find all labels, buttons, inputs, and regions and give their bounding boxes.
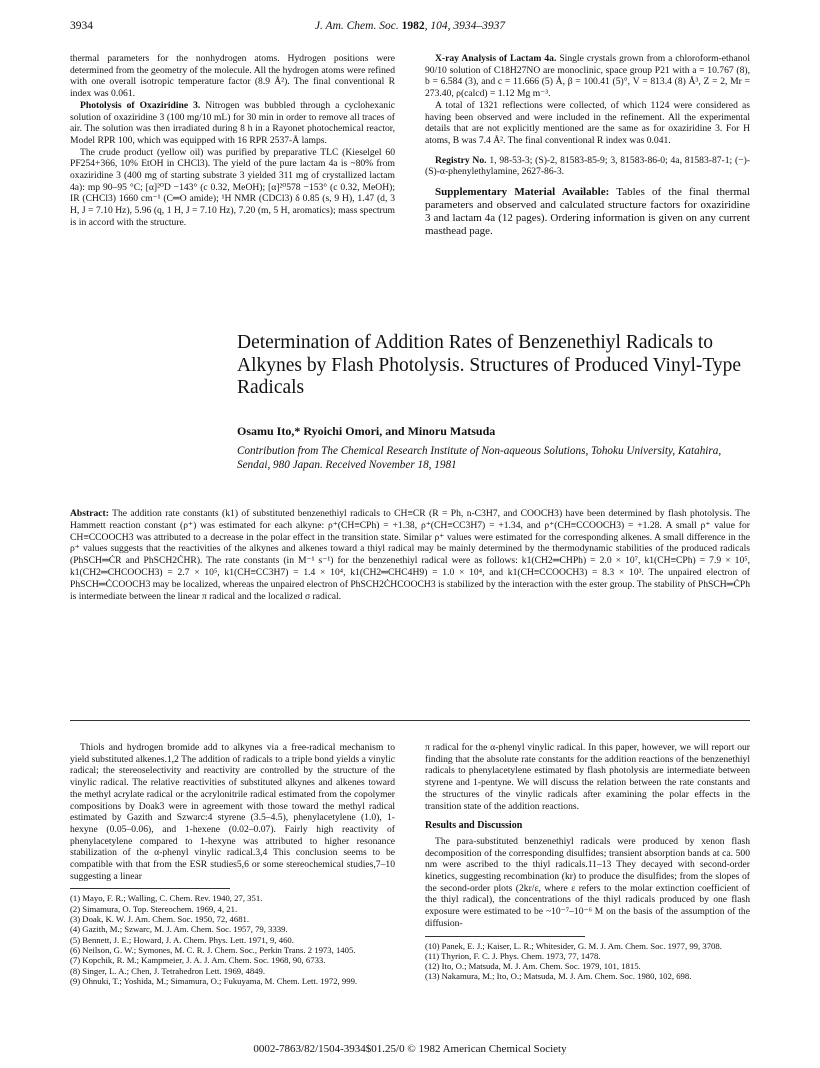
- top-right-column: [425, 53, 750, 238]
- page-footer: 0002-7863/82/1504-3934$01.25/0 © 1982 American Chemical Society: [253, 1043, 567, 1055]
- running-header: [70, 20, 750, 36]
- reference: (13) Nakamura, M.; Ito, O.; Matsuda, M. J. Am. Chem. Soc. 1980, 102, 698.: [425, 971, 692, 982]
- article-title: Determination of Addition Rates of Benzenethiyl Radicals to Alkynes by Flash Photolysis. Structures of Produced Vinyl-Type Radicals: [237, 332, 742, 398]
- body-right-column: [425, 742, 750, 982]
- journal-volume: , 104, 3934–3937: [424, 20, 506, 32]
- paragraph: Photolysis of Oxaziridine 3. Nitrogen was bubbled through a cyclohexanic solution of oxaziridine 3 (100 mg/10 mL) for 30 min in order to remove all traces of air. The solution was then irradiated during 8 h in a Rayonet photochemical reactor, Model RPR 100, which was equipped with 16 RPR 2537-Å lamps.: [70, 99, 395, 146]
- paragraph: Registry No. 1, 98-53-3; (S)-2, 81583-85-9; 3, 81583-86-0; 4a, 81583-87-1; (−)-(S)-α-phenylethylamine, 2627-86-3.: [425, 154, 751, 178]
- reference: (6) Neilson, G. W.; Symones, M. C. R. J. Chem. Soc., Perkin Trans. 2 1973, 1405.: [70, 944, 356, 955]
- article-affiliation: Contribution from The Chemical Research Institute of Non-aqueous Solutions, Tohoku University, Katahira, Sendai, 980 Japan. Received November 18, 1981: [237, 445, 722, 471]
- section-heading: Results and Discussion: [425, 820, 523, 832]
- run-in-heading: Registry No.: [435, 154, 487, 166]
- reference: (12) Ito, O.; Matsuda, M. J. Am. Chem. Soc. 1979, 101, 1815.: [425, 961, 641, 972]
- journal-name: J. Am. Chem. Soc.: [314, 20, 399, 32]
- top-left-column: [70, 53, 395, 229]
- abstract-divider: [70, 720, 750, 721]
- reference: (3) Doak, K. W. J. Am. Chem. Soc. 1950, 72, 4681.: [70, 914, 250, 925]
- reference: (4) Gazith, M.; Szwarc, M. J. Am. Chem. Soc. 1957, 79, 3339.: [70, 924, 288, 935]
- reference-list: [425, 941, 750, 982]
- run-in-heading: Supplementary Material Available:: [435, 186, 610, 199]
- reference: (5) Bennett, J. E.; Howard, J. A. Chem. Phys. Lett. 1971, 9, 460.: [70, 934, 294, 945]
- journal-citation: [70, 20, 750, 32]
- run-in-heading: Photolysis of Oxaziridine 3.: [80, 99, 201, 111]
- footnote-divider: [70, 888, 230, 889]
- reference: (9) Ohnuki, T.; Yoshida, M.; Simamura, O.; Fukuyama, M. Chem. Lett. 1972, 999.: [70, 975, 358, 986]
- body-left-column: [70, 742, 395, 986]
- reference: (11) Thyrion, F. C. J. Phys. Chem. 1973, 77, 1478.: [425, 950, 601, 961]
- paragraph: Supplementary Material Available: Tables of the final thermal parameters and observed and calculated structure factors for oxaziridine 3 and lactam 4a (12 pages). Ordering information is given on any current masthead page.: [425, 186, 750, 238]
- paragraph: A total of 1321 reflections were collected, of which 1124 were considered as having been observed and were included in the refinement. All the experimental details that are not explicitly mentioned are the same as for oxaziridine 3. For H atoms, B was 7.4 Å². The final conventional R index was 0.041.: [425, 99, 750, 146]
- footnote-divider: [425, 936, 585, 937]
- paragraph: Thiols and hydrogen bromide add to alkynes via a free-radical mechanism to yield substituted alkenes.1,2 The addition of radicals to a triple bond yields a vinylic radical; the stereoselectivity and reactivity are controlled by the structure of the vinylic radical. The relative reactivities of substituted alkynes and alkenes toward the methyl acrylate radical or the acrylonitrile radical estimated from the copolymer compositions by Doak3 were in agreement with those toward the methyl radical estimated by Gazith and Szwarc:4 styrene (3.5–4.5), phenylacetylene (1.0), 1-hexyne (0.05–0.06), and 1-hexene (0.02–0.07). Fairly high reactivity of phenylacetylene compared to 1-hexyne was attributed to higher resonance stabilization of the α-phenyl vinylic radical.3,4 This conclusion seems to be compatible with that from the ESR studies5,6 or some stereochemical studies,7–10 suggesting a linear: [70, 742, 395, 882]
- article-authors: Osamu Ito,* Ryoichi Omori, and Minoru Matsuda: [237, 424, 496, 438]
- abstract: Abstract: The addition rate constants (k1) of substituted benzenethiyl radicals to CH≡CR (R = Ph, n-C3H7, and COOCH3) have been determined by flash photolysis. The Hammett reaction constant (ρ⁺) was estimated for each alkyne: ρ⁺(CH≡CPh) = +1.38, ρ⁺(CH≡CC3H7) = +1.34, and ρ⁺(CH≡CCOOCH3) = +1.28. A small ρ⁺ value for CH≡CCOOCH3 was attributed to a decrease in the polar effect in the transition state. Similar ρ⁺ values were estimated for the corresponding alkenes. A small difference in the ρ⁺ values suggests that the reactivities of the alkynes and alkenes toward a thiyl radical may be mainly determined by the thermodynamic stabilities of the produced radicals (PhSCH═ĊR and PhSCH2ĊHR). The rate constants (in M⁻¹ s⁻¹) for the benzenethiyl radical were as follows: k1(CH2═CHPh) = 2.0 × 10⁷, k1(CH≡CPh) = 7.9 × 10⁵, k1(CH2═CHCOOCH3) = 2.7 × 10⁵, k1(CH≡CC3H7) = 1.4 × 10⁴, k1(CH2═CHC4H9) = 1.0 × 10⁴, and k1(CH≡CCOOCH3) = 8.3 × 10³. The unpaired electron of PhSCH═ĊCOOCH3 may be localized, whereas the unpaired electron of PhSCH2ĊHCOOCH3 is stabilized by the interaction with the ester group. The stability of PhSCH═ĊPh is intermediate between the linear π radical and the localized σ radical.: [70, 508, 750, 602]
- reference: (8) Singer, L. A.; Chen, J. Tetrahedron Lett. 1969, 4849.: [70, 965, 266, 976]
- reference: (7) Kopchik, R. M.; Kampmeier, J. A. J. Am. Chem. Soc. 1968, 90, 6733.: [70, 955, 326, 966]
- reference: (1) Mayo, F. R.; Walling, C. Chem. Rev. 1940, 27, 351.: [70, 893, 263, 904]
- run-in-heading: X-ray Analysis of Lactam 4a.: [435, 53, 557, 64]
- paragraph: The crude product (yellow oil) was purified by preparative TLC (Kieselgel 60 PF254+366, 10% EtOH in CHCl3). The yield of the pure lactam 4a is ~80% from oxaziridine 3 (400 mg of starting substrate 3 yielded 311 mg of crystallized lactam 4a): mp 90–95 °C; [α]²⁰D −143° (c 0.32, MeOH); [α]²⁰578 −153° (c 0.32, MeOH); IR (CHCl3) 1660 cm⁻¹ (C═O amide); ¹H NMR (CDCl3) δ 0.85 (s, 9 H), 1.47 (d, 3 H, J = 7.10 Hz), 5.96 (q, 1 H, J = 7.10 Hz), 7.20 (m, 5 H, aromatics); mass spectrum is in accord with the structure.: [70, 146, 395, 228]
- paragraph: thermal parameters for the nonhydrogen atoms. Hydrogen positions were determined from the geometry of the molecule. All the hydrogen atoms were refined with one overall isotropic temperature factor (8.9 Å²). The final conventional R index was 0.061.: [70, 53, 395, 100]
- paragraph: X-ray Analysis of Lactam 4a. Single crystals grown from a chloroform-ethanol 90/10 solution of C18H27NO are monoclinic, space group P21 with a = 10.767 (8), b = 6.584 (3), and c = 11.666 (5) Å, β = 100.41 (5)°, V = 813.4 (8) Å³, Z = 2, Mr = 273.40, ρ(calcd) = 1.12 Mg m⁻³.: [425, 53, 750, 100]
- journal-year: 1982: [401, 20, 425, 32]
- reference: (2) Simamura, O. Top. Stereochem. 1969, 4, 21.: [70, 903, 238, 914]
- reference-list: [70, 893, 395, 986]
- paragraph: π radical for the α-phenyl vinylic radical. In this paper, however, we will report our finding that the absolute rate constants for the addition reactions of the benzenethiyl radicals to phenylacetylene estimated by flash photolysis are intermediate between styrene and 1-pentyne. We will discuss the relation between the rate constants and the structures of the vinylic radicals after examining the polar effects in the transition state of the addition reactions.: [425, 742, 750, 812]
- abstract-heading: Abstract:: [70, 508, 109, 519]
- reference: (10) Panek, E. J.; Kaiser, L. R.; Whitesider, G. M. J. Am. Chem. Soc. 1977, 99, 3708.: [425, 940, 722, 951]
- page-number: 3934: [70, 20, 93, 32]
- paragraph: The para-substituted benzenethiyl radicals were produced by xenon flash decomposition of the corresponding disulfides; transient absorption bands at ca. 500 nm were ascribed to the thiyl radicals.11–13 They decayed with second-order kinetics, suggesting recombination (kr) to produce the disulfides; from the slopes of the second-order plots (2kr/ε, where ε refers to the molar extinction coefficient of the thiyl radical), the concentrations of the thiyl radicals produced by one flash exposure were estimated to be ~10⁻⁷–10⁻⁶ M on the basis of the assumption of the diffusion-: [425, 835, 750, 929]
